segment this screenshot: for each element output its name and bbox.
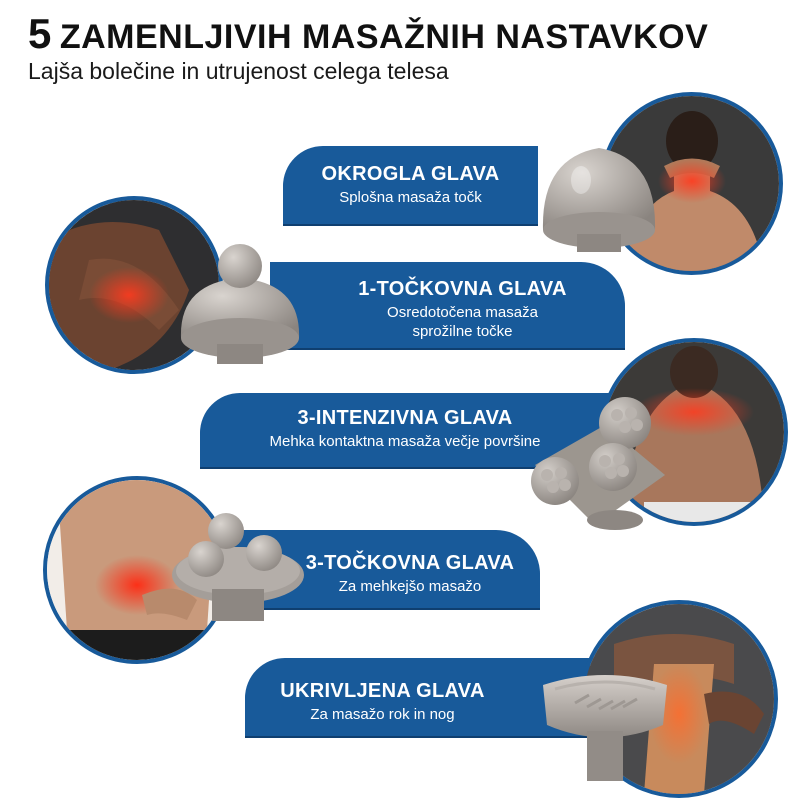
feature-band-one-point-head [270, 262, 625, 348]
feature-name: UKRIVLJENA GLAVA [280, 680, 485, 702]
title-text: ZAMENLJIVIH MASAŽNIH NASTAVKOV [59, 18, 709, 56]
round-head-icon [533, 138, 665, 258]
feature-band-round-head [283, 146, 538, 224]
feature-name: OKROGLA GLAVA [321, 163, 500, 185]
feature-name: 1-TOČKOVNA GLAVA [358, 278, 567, 300]
feature-name: 3-TOČKOVNA GLAVA [305, 552, 515, 574]
feature-desc-line-1: Osredotočena masaža [387, 304, 538, 321]
title-number: 5 [28, 10, 52, 57]
curved-head-icon [535, 655, 675, 785]
feature-desc: Splošna masaža točk [339, 189, 482, 206]
page-subtitle: Lajša bolečine in utrujenost celega telesa [28, 58, 449, 84]
feature-name: 3-INTENZIVNA GLAVA [297, 407, 513, 429]
feature-desc: Za mehkejšo masažo [338, 578, 482, 595]
one-point-head-icon [175, 238, 305, 370]
feature-desc-line-2: sprožilne točke [412, 322, 513, 340]
three-point-head-icon [168, 505, 308, 627]
feature-desc: Mehka kontaktna masaža večje površine [269, 433, 541, 450]
three-intense-head-icon [515, 385, 680, 533]
feature-desc: Za masažo rok in nog [310, 706, 455, 723]
page-title [28, 10, 708, 58]
